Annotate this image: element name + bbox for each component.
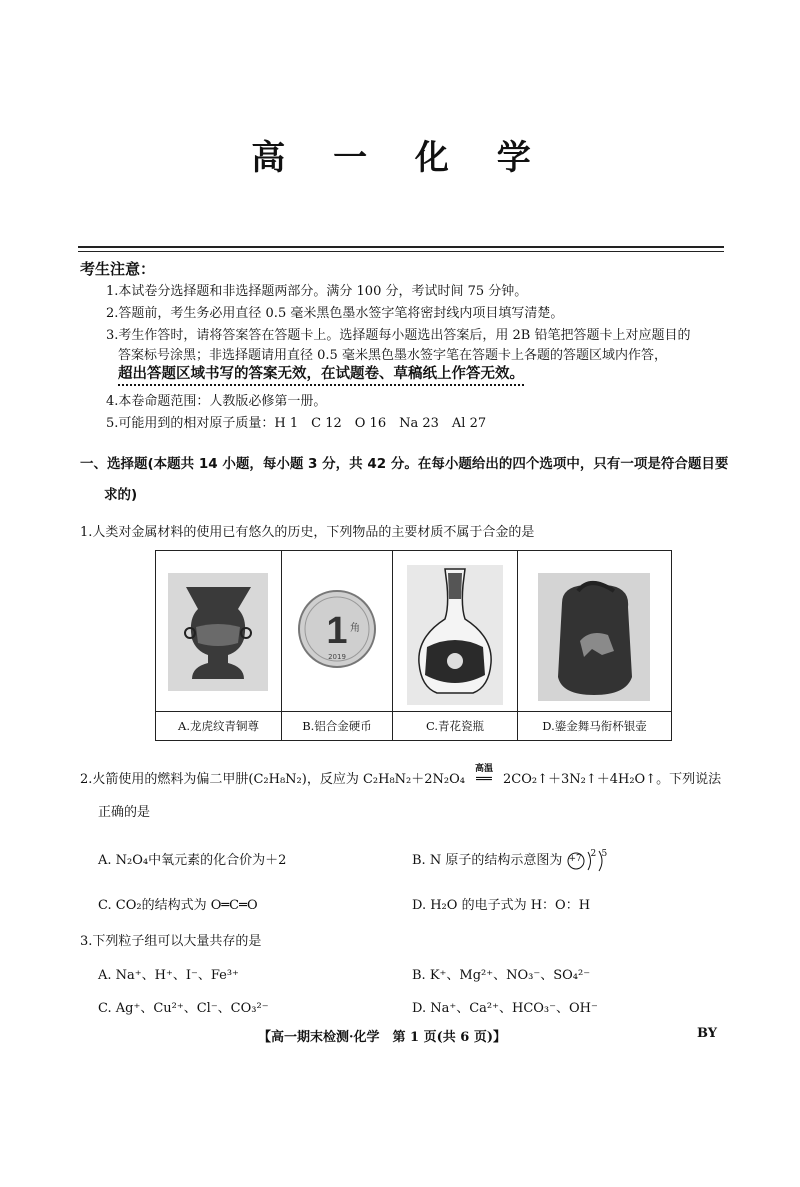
nucleus-charge: +7 [568, 853, 582, 864]
footer-code: BY [697, 1026, 718, 1041]
q2-option-b: B. N 原子的结构示意图为 +7 2 5 [412, 849, 612, 870]
atom-structure-diagram [566, 848, 612, 870]
q3-option-c: C. Ag⁺、Cu²⁺、Cl⁻、CO₃²⁻ [98, 1001, 269, 1016]
item-d-caption: D.鎏金舞马衔杯银壶 [518, 711, 671, 740]
notice-item: 1.本试卷分选择题和非选择题两部分。满分 100 分，考试时间 75 分钟。 [106, 284, 528, 299]
notice-item: 5.可能用到的相对原子质量：H 1 C 12 O 16 Na 23 Al 27 [106, 416, 487, 431]
item-b-caption: B.铝合金硬币 [282, 711, 392, 740]
q2-option-c: C. CO₂的结构式为 O═C═O [98, 898, 258, 913]
notice-item: 2.答题前，考生务必用直径 0.5 毫米黑色墨水签字笔将密封线内项目填写清楚。 [106, 306, 564, 321]
question-1-stem: 1.人类对金属材料的使用已有悠久的历史，下列物品的主要材质不属于合金的是 [80, 525, 535, 540]
coin-value: 1 [326, 610, 348, 652]
item-b-cell [282, 551, 393, 741]
item-d-cell [518, 551, 672, 741]
silver-pot-image [518, 551, 671, 711]
q3-option-a: A. Na⁺、H⁺、I⁻、Fe³⁺ [98, 968, 239, 983]
reaction-arrow: 高温 ══ [465, 772, 503, 787]
bronze-vessel-image [156, 551, 281, 711]
coin-unit: 角 [350, 623, 360, 634]
notice-item: 3.考生作答时，请将答案答在答题卡上。选择题每小题选出答案后，用 2B 铅笔把答题卡上对应题目的 [106, 328, 691, 343]
divider-thin [78, 251, 724, 252]
notice-emphasis: 超出答题区域书写的答案无效，在试题卷、草稿纸上作答无效。 [118, 362, 524, 383]
page-title: 高 一 化 学 [251, 138, 549, 178]
item-c-caption: C.青花瓷瓶 [393, 711, 517, 740]
reaction-condition: 高温 [474, 764, 493, 774]
coin-image [282, 551, 392, 711]
divider-thick [78, 246, 724, 248]
q3-option-b: B. K⁺、Mg²⁺、NO₃⁻、SO₄²⁻ [412, 968, 591, 983]
section-heading: 一、选择题(本题共 14 小题，每小题 3 分，共 42 分。在每小题给出的四个选项中，只有一项是符合题目要 [80, 456, 729, 472]
item-c-cell [393, 551, 518, 741]
porcelain-vase-image [393, 551, 517, 711]
question-2-stem-line2: 正确的是 [98, 805, 151, 820]
notice-item: 答案标号涂黑；非选择题请用直径 0.5 毫米黑色墨水签字笔在答题卡上各题的答题区域内作答， [118, 348, 667, 363]
item-a-caption: A.龙虎纹青铜尊 [156, 711, 281, 740]
coin-year: 2019 [328, 653, 346, 661]
q3-option-d: D. Na⁺、Ca²⁺、HCO₃⁻、OH⁻ [412, 1001, 598, 1016]
item-a-cell [156, 551, 282, 741]
question-2-stem-line1: 2.火箭使用的燃料为偏二甲肼(C₂H₈N₂)，反应为 C₂H₈N₂＋2N₂O₄ 高温 ══ 2CO₂↑＋3N₂↑＋4H₂O↑。下列说法 [80, 768, 721, 787]
page-footer: 【高一期末检测·化学 第 1 页(共 6 页)】 [258, 1030, 507, 1045]
shell-2-electrons: 5 [601, 848, 608, 859]
notice-heading: 考生注意： [80, 260, 156, 278]
shell-1-electrons: 2 [590, 848, 597, 859]
q2-option-a: A. N₂O₄中氧元素的化合价为＋2 [98, 853, 287, 868]
section-heading-cont: 求的) [104, 487, 138, 503]
notice-item: 4.本卷命题范围：人教版必修第一册。 [106, 394, 327, 409]
question-1-items-table [155, 550, 672, 741]
question-3-stem: 3.下列粒子组可以大量共存的是 [80, 934, 262, 949]
q2-option-d: D. H₂O 的电子式为 H：O：H [412, 898, 591, 913]
